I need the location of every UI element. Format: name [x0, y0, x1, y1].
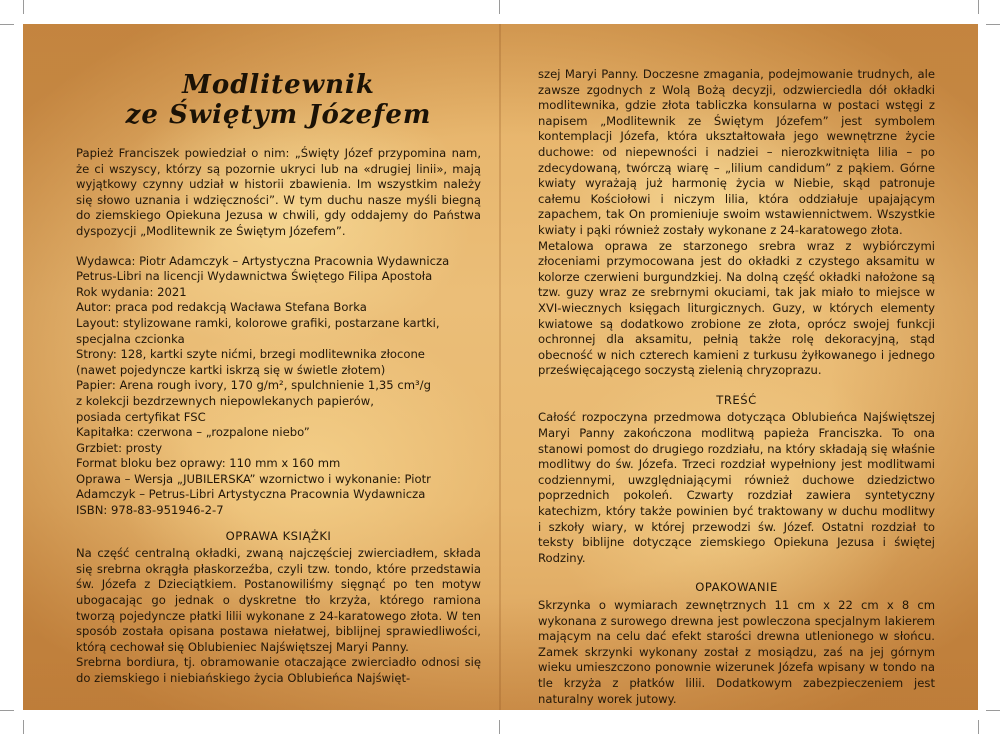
crop-mark [978, 0, 979, 14]
crop-mark [499, 720, 500, 734]
oprawa-paragraph-2-cont: szej Maryi Panny. Doczesne zmagania, podejmowanie trudnych, ale zawsze zgodnych z Wolą Bożą decyzji, odzwierciedla dół okładki modlitewnika, gdzie złota tabliczka konsularna w postaci wstęgi z napisem „Modlitewnik ze Świętym Józefem” jest symbolem kontemplacji Józefa, która ukształtowała jego wewnętrzne życie duchowe: od niepewności i nadziei – nierozkwitnięta lilia – po zdecydowaną, twórczą wiarę – „lilium candidum” z pąkiem. Górne kwiaty wyrażają już harmonię życia w Niebie, skąd patronuje całemu Kościołowi i niczym lilia, która oddziałuje upajającym zapachem, tak On promieniuje swoim wstawiennictwem. Wszystkie kwiaty i pąki również zostały wykonane z 24-karatowego złota. [538, 67, 935, 237]
detail-line: Wydawca: Piotr Adamczyk – Artystyczna Pracownia Wydawnicza [76, 253, 450, 268]
detail-line: posiada certyfikat FSC [76, 409, 206, 424]
crop-mark [23, 0, 24, 14]
oprawa-paragraph-2-start: Srebrna bordiura, tj. obramowanie otaczające zwierciadło odnosi się do ziemskiego i niebiańskiego życia Oblubieńca Najświęt- [76, 655, 481, 685]
crop-mark [986, 710, 1000, 711]
detail-line: Grzbiet: prosty [76, 440, 163, 455]
section-heading-tresc: TREŚĆ [716, 392, 757, 407]
detail-line: Format bloku bez oprawy: 110 mm x 160 mm [76, 456, 341, 471]
section-heading-oprawa: OPRAWA KSIĄŻKI [225, 528, 332, 543]
crop-mark [978, 720, 979, 734]
intro-paragraph: Papież Franciszek powiedział o nim: „Święty Józef przypomina nam, że ci wszyscy, którzy są pozornie ukryci lub na «drugiej linii», mają wyjątkowy czynny udział w historii zbawienia. Im wszystkim należy się słowo uznania i wdzięczności”. W tym duchu nasze myśli biegną do ziemskiego Opiekuna Jezusa w chwili, gdy oddajemy do Państwa dyspozycji „Modlitewnik ze Świętym Józefem”. [76, 146, 481, 238]
left-page [76, 24, 481, 710]
detail-line: Papier: Arena rough ivory, 170 g/m², spulchnienie 1,35 cm³/g [76, 378, 431, 393]
detail-line: (nawet pojedyncze kartki iskrzą się w świetle złotem) [76, 362, 386, 377]
crop-mark [499, 0, 500, 14]
crop-mark [0, 710, 14, 711]
oprawa-paragraph-3: Metalowa oprawa ze starzonego srebra wraz z wybiórczymi złoceniami przymocowana jest do okładki z czystego aksamitu w kolorze czerwieni burgundzkiej. Na dolną część okładki nałożone są tzw. guzy wraz ze srebrnymi okuciami, tak jak miało to miejsce w XVI-wiecznych księgach liturgicznych. Guzy, w których elementy kwiatowe są dodatkowo zrobione ze złota, oprócz swojej funkcji ochronnej dla aksamitu, pełnią także rolę dekoracyjną, stąd obecność w nich czterech kamieni z turkusu żyłkowanego i jednego prześwięcającego soczystą zielenią chryzoprazu. [538, 238, 935, 378]
parchment-spread [23, 24, 978, 710]
detail-line: ISBN: 978-83-951946-2-7 [76, 503, 224, 518]
title-line-2: ze Świętym Józefem [125, 100, 432, 130]
page-title [76, 70, 481, 130]
opakowanie-paragraph: Skrzynka o wymiarach zewnętrznych 11 cm x 22 cm x 8 cm wykonana z surowego drewna jest powleczona specjalnym lakierem mającym na celu dać efekt starości drewna utlenionego w słońcu. Zamek skrzynki wykonany został z mosiądzu, zaś na jej górnym wieku umieszczono ponownie wizerunek Józefa wpisany w tondo na tle krzyża z płatków lilii. Dodatkowym zabezpieczeniem jest naturalny worek jutowy. [538, 598, 935, 706]
detail-line: z kolekcji bezdrzewnych niepowlekanych papierów, [76, 393, 374, 408]
right-page [538, 24, 935, 710]
section-heading-opakowanie: OPAKOWANIE [695, 580, 778, 595]
detail-line: Rok wydania: 2021 [76, 284, 187, 299]
detail-line: Oprawa – Wersja „JUBILERSKA” wzornictwo i wykonanie: Piotr [76, 471, 431, 486]
crop-mark [0, 24, 14, 25]
detail-line: Strony: 128, kartki szyte nićmi, brzegi modlitewnika złocone [76, 347, 425, 362]
crop-mark [23, 720, 24, 734]
detail-line: specjalna czcionka [76, 331, 185, 346]
detail-line: Kapitałka: czerwona – „rozpalone niebo” [76, 425, 310, 440]
publication-details [76, 254, 481, 519]
detail-line: Adamczyk – Petrus-Libri Artystyczna Pracownia Wydawnicza [76, 487, 426, 502]
page-spine [499, 24, 501, 710]
detail-line: Layout: stylizowane ramki, kolorowe grafiki, postarzane kartki, [76, 315, 440, 330]
tresc-paragraph: Całość rozpoczyna przedmowa dotycząca Oblubieńca Najświętszej Maryi Panny zakończona modlitwą papieża Franciszka. To ona stanowi pomost do drugiego rozdziału, na który składają się właśnie modlitwy do św. Józefa. Trzeci rozdział wypełniony jest modlitwami codziennymi, uwzględniającymi również duchowe dziedzictwo poprzednich pokoleń. Czwarty rozdział zawiera syntetyczny katechizm, który także powinien być traktowany w duchu modlitwy i szkoły wiary, w której przewodzi św. Józef. Ostatni rozdział to teksty biblijne dotyczące ziemskiego Opiekuna Jezusa i świętej Rodziny. [538, 410, 935, 565]
detail-line: Petrus-Libri na licencji Wydawnictwa Świętego Filipa Apostoła [76, 269, 433, 284]
title-line-1: Modlitewnik [182, 70, 375, 100]
oprawa-paragraph-1: Na część centralną okładki, zwaną najczęściej zwierciadłem, składa się srebrna okrągła płaskorzeźba, czyli tzw. tondo, które przedstawia św. Józefa z Dzieciątkiem. Postanowiliśmy sięgnąć po ten motyw ubogacając go jednak o dyskretne tło krzyża, którego ramiona tworzą pojedyncze płatki lilii wykonane z 24-karatowego złota. W ten sposób została opisana postawa niełatwej, biblijnej sprawiedliwości, którą cechował się Oblubieniec Najświętszej Maryi Panny. [76, 546, 481, 654]
detail-line: Autor: praca pod redakcją Wacława Stefana Borka [76, 300, 367, 315]
crop-mark [986, 24, 1000, 25]
